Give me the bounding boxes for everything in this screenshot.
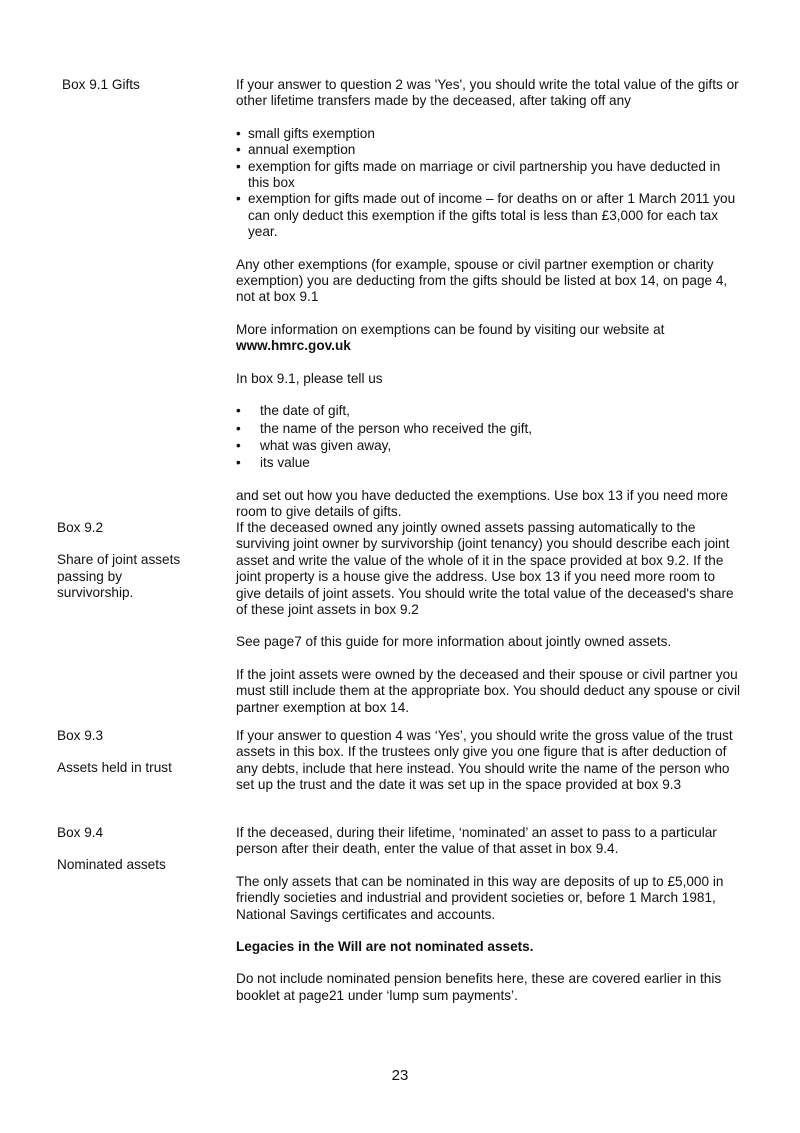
box-9-4-paragraph-2: The only assets that can be nominated in this way are deposits of up to £5,000 in friendly societies and industrial and provident societies or, before 1 March 1981, National Savings certificates and accounts.: [236, 873, 724, 922]
box-9-2-labels: [57, 520, 227, 602]
box-9-3-paragraph-1: If your answer to question 4 was ‘Yes’, you should write the gross value of the trust assets in this box. If the trustees only give you one figure that is after deduction of any debts, include that here instead. You should write the name of the person who set up the trust and the date it was set up in the space provided at box 9.3: [236, 728, 733, 793]
box-9-3-labels: [57, 728, 227, 777]
box-9-1-body: [236, 77, 742, 521]
box-9-4-paragraph-1: If the deceased, during their lifetime, ‘nominated’ an asset to pass to a particular person after their death, enter the value of that asset in box 9.4.: [236, 825, 717, 857]
box-9-4-labels: [57, 825, 227, 874]
list-item: • the date of gift,: [236, 403, 742, 419]
box-9-2-paragraph-1: If the deceased owned any jointly owned assets passing automatically to the surviving joint owner by survivorship (joint tenancy) you should describe each joint asset and write the value of the whole of it in the space provided at box 9.2. If the joint property is a house give the address. Use box 13 if you need more room to give details of joint assets. You should write the total value of the deceased's share of these joint assets in box 9.2: [236, 520, 734, 618]
box-9-4-bold-note: Legacies in the Will are not nominated assets.: [236, 939, 534, 955]
box-9-1-label: Box 9.1 Gifts: [62, 77, 140, 92]
list-item: • small gifts exemption: [236, 126, 742, 142]
exemptions-list: [236, 126, 742, 241]
page-number: 23: [391, 1067, 409, 1084]
tell-us-text: In box 9.1, please tell us: [236, 370, 383, 386]
box-9-1-intro: If your answer to question 2 was 'Yes', you should write the total value of the gifts or other lifetime transfers made by the deceased, after taking off any: [236, 77, 739, 109]
more-info-paragraph: [236, 322, 742, 355]
list-item: • what was given away,: [236, 438, 742, 454]
list-item: • the name of the person who received the gift,: [236, 421, 742, 437]
box-9-3-body: [236, 728, 742, 794]
box-9-2-paragraph-3: If the joint assets were owned by the deceased and their spouse or civil partner you must still include them at the appropriate box. You should deduct any spouse or civil partner exemption at box 14.: [236, 666, 741, 715]
box-9-2-paragraph-2: See page7 of this guide for more information about jointly owned assets.: [236, 634, 672, 650]
more-info-text: More information on exemptions can be found by visiting our website at: [236, 321, 665, 337]
box-9-1-closing: and set out how you have deducted the exemptions. Use box 13 if you need more room to give details of gifts.: [236, 487, 728, 520]
box-9-4-paragraph-4: Do not include nominated pension benefits here, these are covered earlier in this booklet at page21 under ‘lump sum payments’.: [236, 971, 722, 1003]
box-9-2-sublabel: Share of joint assets passing by survivorship.: [57, 552, 181, 601]
box-9-4-body: [236, 825, 742, 1004]
list-item: • exemption for gifts made out of income – for deaths on or after 1 March 2011 you can only deduct this exemption if the gifts total is less than £3,000 for each tax year.: [236, 191, 742, 240]
box-9-4-label: Box 9.4: [57, 825, 104, 840]
box-9-4-sublabel: Nominated assets: [57, 857, 166, 873]
list-item: • exemption for gifts made on marriage or civil partnership you have deducted in this box: [236, 159, 742, 192]
list-item: • its value: [236, 455, 742, 471]
box-9-2-label: Box 9.2: [57, 520, 104, 535]
box-9-3-sublabel: Assets held in trust: [57, 760, 172, 776]
list-item: • annual exemption: [236, 142, 742, 158]
gift-details-list: [236, 403, 742, 472]
hmrc-website-link[interactable]: www.hmrc.gov.uk: [236, 338, 351, 354]
box-9-3-label: Box 9.3: [57, 728, 104, 743]
other-exemptions-text: Any other exemptions (for example, spouse or civil partner exemption or charity exemption) you are deducting from the gifts should be listed at box 14, on page 4, not at box 9.1: [236, 256, 728, 305]
box-9-2-body: [236, 520, 742, 716]
